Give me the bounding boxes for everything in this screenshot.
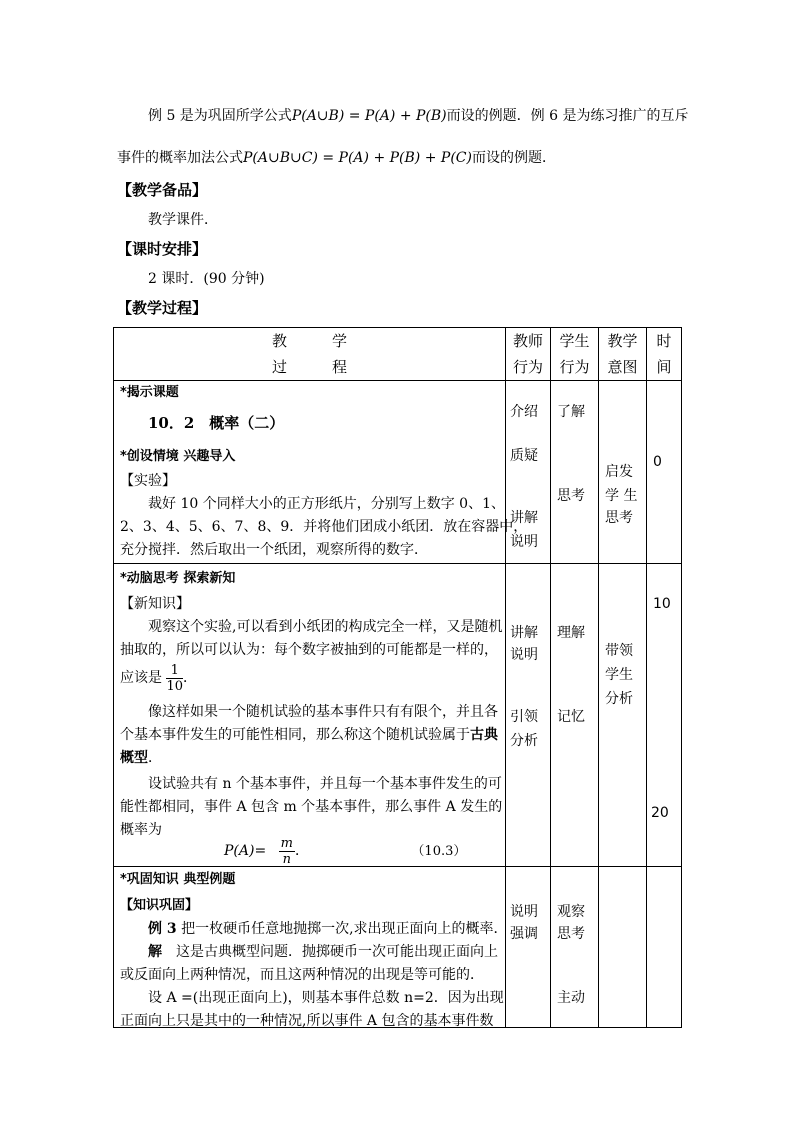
row3-student-1: 观察 [557,904,585,920]
row2-classical-term-1: 古典 [470,727,498,743]
row1-experiment-title: 【实验】 [120,473,176,489]
table-header-row [114,328,682,381]
intro-line-2-prefix: 事件的概率加法公式 [117,150,243,166]
row1-teacher-1: 介绍 [510,404,538,420]
row1-teacher-4: 说明 [510,534,538,550]
process-heading: 【教学过程】 [117,299,208,317]
row2-line2: 抽取的，所以可以认为：每个数字被抽到的可能都是一样的， [120,642,498,658]
row1-experiment-line1: 裁好 10 个同样大小的正方形纸片，分别写上数字 0、1、 [120,496,505,512]
schedule-heading: 【课时安排】 [117,240,208,258]
row2-intent-3: 分析 [605,691,633,707]
row2-line1: 观察这个实验,可以看到小纸团的构成完全一样，又是随机 [120,619,503,635]
row3-solution-line3: 设 A =(出现正面向上)，则基本事件总数 n=2．因为出现 [120,990,504,1006]
row2-line8: 能性都相同，事件 A 包含 m 个基本事件，那么事件 A 发生的 [120,799,503,815]
formula-dot: ． [294,843,309,859]
row2-intent-2: 学生 [605,667,633,683]
formula-left: P(A)= [224,843,267,859]
example-3-label: 例 3 [148,921,177,937]
formula-denominator: n [282,851,291,867]
intro-line-1 [148,106,688,126]
probability-formula [224,834,466,869]
row1-experiment-line3: 充分搅拌．然后取出一个纸团，观察所得的数字． [120,542,428,558]
header-teacher [506,328,551,381]
row2-student-1: 理解 [557,625,585,641]
row2-classical-term-2: 概型 [120,750,148,766]
row2-line5 [120,723,498,747]
row1-intent [599,381,647,564]
header-intent [599,328,647,381]
row2-content [114,564,506,867]
row2-line6 [120,746,162,770]
row2-line6-dot: ． [148,750,162,766]
row2-line4: 像这样如果一个随机试验的基本事件只有有限个，并且各 [120,704,498,720]
header-time-line2: 间 [656,358,672,376]
header-process-line2: 过 程 [271,358,347,376]
solution-label: 解 [148,944,162,960]
row1-intent-3: 思考 [605,510,633,526]
header-time [647,328,682,381]
row1-time [647,381,682,612]
row2-line3-dot: ． [183,670,197,686]
row2-teacher-1: 讲解 [510,625,538,641]
row3-student-2: 思考 [557,926,585,942]
row3-title: 【知识巩固】 [120,898,199,913]
row2-student [551,564,599,867]
fraction-numerator: 1 [166,663,183,679]
row3-content [114,867,506,1028]
intro-line-1-prefix: 例 5 是为巩固所学公式 [148,108,292,124]
table-row-intro [114,381,682,564]
row1-intent-1: 启发 [605,464,633,480]
row2-step-explore: *动脑思考 探索新知 [120,571,236,586]
solution-line1: 这是古典概型问题．抛掷硬币一次可能出现正面向上 [162,944,498,960]
row1-time-end: 10 [653,596,671,612]
header-intent-line1: 教学 [607,332,638,350]
row2-new-title: 【新知识】 [120,596,190,612]
row1-student-2: 思考 [557,488,585,504]
formula-union-three: P(A∪B∪C) = P(A) + P(B) + P(C) [243,150,472,166]
row2-intent [599,564,647,867]
row3-teacher-1: 说明 [510,904,538,920]
row2-time-value: 20 [651,805,669,821]
row1-teacher [506,381,551,564]
row2-line9: 概率为 [120,822,162,838]
intro-line-2 [117,148,556,168]
row3-student-3: 主动 [557,990,585,1006]
header-process-line1: 教 学 [271,332,347,350]
row3-example-line [120,917,508,941]
row1-topic-title: 10．2 概率（二） [148,414,285,432]
schedule-text: 2 课时．(90 分钟) [148,271,265,287]
row3-step-consolidate: *巩固知识 典型例题 [120,872,236,887]
row1-experiment-line2: 2、3、4、5、6、7、8、9．并将他们团成小纸团．放在容器中， [120,519,528,535]
header-teacher-line2: 行为 [512,358,543,376]
intro-line-1-suffix: 而设的例题．例 6 是为练习推广的互斥 [446,108,689,124]
header-student-line2: 行为 [559,358,590,376]
formula-union-two: P(A∪B) = P(A) + P(B) [291,108,447,124]
header-student [551,328,599,381]
row1-time-start: 0 [653,454,662,470]
prep-text: 教学课件． [148,212,218,228]
formula-number: （10.3） [411,844,467,859]
row2-teacher [506,564,551,867]
row3-intent [599,867,647,1028]
row3-solution-line4: 正面向上只是其中的一种情况,所以事件 A 包含的基本事件数 [120,1013,494,1029]
formula-fraction [279,836,295,867]
row1-student-1: 了解 [557,404,585,420]
row1-intent-2: 学 生 [605,488,638,504]
row1-step-reveal-topic: *揭示课题 [120,385,179,400]
row2-line5-text: 个基本事件发生的可能性相同，那么称这个随机试验属于 [120,727,470,743]
row1-teacher-2: 质疑 [510,448,538,464]
row2-teacher-3: 引领 [510,709,538,725]
row2-teacher-2: 说明 [510,647,538,663]
example-3-text: 把一枚硬币任意地抛掷一次,求出现正面向上的概率． [176,921,508,937]
row3-teacher [506,867,551,1028]
row3-solution-line1 [120,940,498,964]
lesson-process-table [113,327,682,1028]
row2-line3-text: 应该是 [120,670,162,686]
header-time-line1: 时 [656,332,672,350]
fraction-denominator: 10 [166,678,183,694]
formula-numerator: m [280,835,293,851]
table-row-consolidation [114,867,682,1028]
row3-time [647,867,682,1028]
row2-line7: 设试验共有 n 个基本事件，并且每一个基本事件发生的可 [120,776,502,792]
row1-teacher-3: 讲解 [510,510,538,526]
row2-time [647,564,682,867]
header-teacher-line1: 教师 [512,332,543,350]
row2-intent-1: 带领 [605,643,633,659]
fraction-one-tenth [166,663,183,694]
row3-teacher-2: 强调 [510,926,538,942]
row2-student-2: 记忆 [557,709,585,725]
row3-solution-line2: 或反面向上两种情况，而且这两种情况的出现是等可能的． [120,967,484,983]
prep-heading: 【教学备品】 [117,181,208,199]
table-row-new-knowledge [114,564,682,867]
row1-student [551,381,599,564]
row2-line3 [120,660,197,696]
intro-line-2-suffix: 而设的例题． [471,150,556,166]
header-student-line1: 学生 [559,332,590,350]
row2-teacher-4: 分析 [510,733,538,749]
header-process [114,328,506,381]
header-intent-line2: 意图 [607,358,638,376]
row3-student [551,867,599,1028]
row1-step-scenario: *创设情境 兴趣导入 [120,449,236,464]
